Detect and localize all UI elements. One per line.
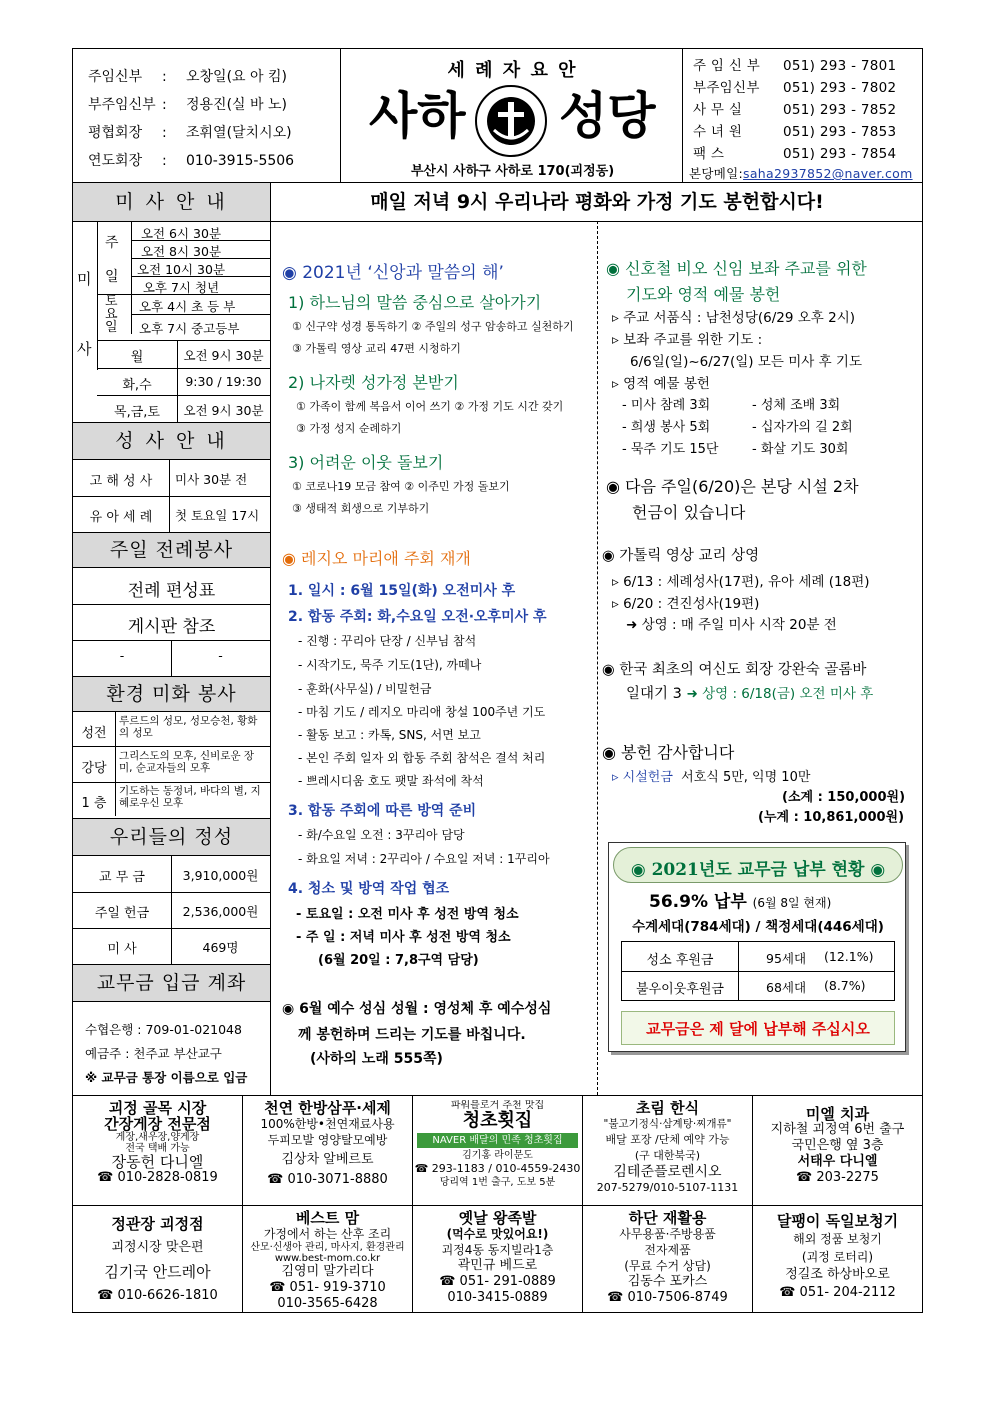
- next-sunday-title-2: 헌금이 있습니다: [632, 503, 746, 522]
- bishop-line: ▹ 주교 서품식 : 남천성당(6/29 오후 2시): [612, 310, 856, 326]
- mass-label-mi: 미: [77, 270, 92, 288]
- weekday-time: 오전 9시 30분: [183, 348, 264, 363]
- gift-item: - 묵주 기도 15단: [622, 442, 719, 457]
- header-subtitle: 세 례 자 요 안: [447, 60, 578, 81]
- status-row-count: 95세대: [766, 951, 807, 966]
- liturgy-dash: -: [119, 648, 125, 663]
- mass-table: [73, 222, 270, 422]
- thanks-title: ◉ 봉헌 감사합니다: [602, 743, 735, 762]
- account-holder: 예금주 : 천주교 부산교구: [85, 1046, 222, 1061]
- account-bank: 수협은행 : 709-01-021048: [85, 1022, 242, 1037]
- status-note: 교무금은 제 달에 납부해 주십시오: [646, 1020, 870, 1038]
- sunday-mass-time: 오후 7시 청년: [142, 280, 220, 295]
- environment-table: [73, 712, 270, 816]
- legio-item-2: 2. 합동 주회: 화,수요일 오전·오후미사 후: [288, 609, 547, 625]
- legio-detail: - 시작기도, 묵주 기도(1단), 까떼나: [298, 658, 482, 672]
- weekday-label: 목,금,토: [114, 405, 160, 420]
- goal2-line2: ③ 가정 성지 순례하기: [296, 422, 402, 435]
- header-title-saha: 사하: [369, 87, 466, 145]
- legio-detail: - 본인 주회 일자 외 합동 주회 참석은 결석 처리: [298, 751, 546, 765]
- sacrament-value: 미사 30분 전: [175, 472, 248, 487]
- goal3-title: 3) 어려운 이웃 돌보기: [288, 453, 444, 472]
- bishop-title-2: 기도와 영적 예물 봉헌: [626, 285, 781, 304]
- gift-item: - 희생 봉사 5회: [622, 420, 711, 435]
- goal1-line1: ① 신구약 성경 통독하기 ② 주일의 성구 암송하고 실천하기: [292, 320, 574, 333]
- goal1-line2: ③ 가톨릭 영상 교리 47편 시청하기: [292, 342, 461, 355]
- legio-detail: - 주 일 : 저녁 미사 후 성전 방역 청소: [296, 930, 511, 945]
- staff-row-pastor: 주임신부 : 오창일(요 아 킴): [88, 69, 287, 85]
- goal2-line1: ① 가족이 함께 복음서 이어 쓰기 ② 가정 기도 시간 갖기: [296, 400, 564, 413]
- sunday-label-1: 주: [105, 235, 119, 251]
- environment-desc: 기도하는 동정녀, 바다의 별, 지혜로우신 모후: [119, 785, 261, 809]
- contact-row: 주 임 신 부 051) 293 - 7801: [693, 58, 897, 74]
- status-row-name: 성소 후원금: [646, 953, 714, 968]
- offering-name: 미 사: [107, 942, 137, 957]
- offering-title: 우리들의 정성: [73, 818, 270, 856]
- legio-detail: - 진행 : 꾸리아 단장 / 신부님 참석: [298, 634, 477, 648]
- header-staff: [72, 48, 340, 182]
- offering-table: [73, 856, 270, 964]
- legio-detail: - 화요일 저녁 : 2꾸리아 / 수요일 저녁 : 1꾸리아: [298, 852, 550, 866]
- ad-dental-clinic: 미엘 치과 지하철 괴정역 6번 출구 국민은행 옆 3층 서태우 다니엘 ☎ 203-2275: [770, 1106, 905, 1185]
- staff-row-council: 평협회장 : 조휘열(달치시오): [88, 125, 292, 141]
- contact-row: 팩 스 051) 293 - 7854: [693, 146, 897, 162]
- june-line2: 께 봉헌하며 드리는 기도를 바칩니다.: [298, 1027, 526, 1043]
- environment-place: 성전: [81, 726, 107, 741]
- legio-detail: - 훈화(사무실) / 비밀헌금: [298, 682, 432, 696]
- church-logo: [474, 84, 548, 158]
- saturday-label-3: 일: [105, 320, 118, 335]
- bishop-line: 6/6일(일)~6/27(일) 모든 미사 후 기도: [630, 354, 862, 370]
- status-households: 수계세대(784세대) / 책정세대(446세대): [632, 919, 884, 935]
- header-address: 부산시 사하구 사하로 170(괴정동): [410, 164, 615, 179]
- liturgy-row: 전례 편성표: [127, 581, 216, 601]
- ad-sashimi-restaurant: 파워블로거 추천 맛집 청초횟집 NAVER 배달의 민족 청초횟집 김기홍 라이문도 ☎ 293-1183 / 010-4559-2430 당리역 1번 출구, 도보 5분: [414, 1100, 581, 1188]
- legio-item-3: 3. 합동 주회에 따른 방역 준비: [288, 803, 477, 819]
- contribution-status-box: [608, 842, 906, 1052]
- offering-value: 469명: [202, 940, 239, 955]
- header-title-church: 성당: [559, 87, 656, 145]
- contact-email-row: 본당메일:saha2937852@naver.com: [689, 166, 913, 181]
- ad-ginseng-store: 정관장 괴정점 괴정시장 맞은편 김기국 안드레아 ☎ 010-6626-1810: [97, 1215, 218, 1303]
- legio-detail: (6월 20일 : 7,8구역 담당): [318, 953, 479, 968]
- legio-item-4: 4. 청소 및 방역 작업 협조: [288, 881, 450, 897]
- sacrament-value: 첫 토요일 17시: [175, 508, 260, 523]
- weekday-time: 9:30 / 19:30: [185, 374, 262, 389]
- legio-detail: - 활동 보고 : 카톡, SNS, 서면 보고: [298, 728, 481, 742]
- sacrament-table: [73, 460, 270, 532]
- saturday-label-1: 토: [105, 294, 118, 309]
- status-title: ◉ 2021년도 교무금 납부 현황 ◉: [630, 860, 886, 880]
- ad-pork-feet: 옛날 왕족발 (먹수로 맛있어요!) 괴정4동 동지빌라1층 곽민규 베드로 ☎ 051- 291-0889 010-3415-0889: [439, 1210, 556, 1305]
- offering-value: 2,536,000원: [182, 904, 259, 919]
- goal2-title: 2) 나자렛 성가정 본받기: [288, 373, 459, 392]
- saturday-label-2: 요: [105, 307, 118, 322]
- sacrament-name: 고 해 성 사: [89, 474, 153, 489]
- status-table: [621, 941, 895, 1001]
- environment-place: 강당: [81, 761, 107, 776]
- banner-prayer: 매일 저녁 9시 우리나라 평화와 가정 기도 봉헌합시다!: [370, 191, 824, 213]
- environment-desc: 그리스도의 모후, 신비로운 장미, 순교자들의 모후: [119, 750, 255, 774]
- mass-label-sa: 사: [77, 340, 92, 358]
- gift-item: - 미사 참례 3회: [622, 398, 711, 413]
- sunday-mass-time: 오전 6시 30분: [140, 226, 222, 241]
- film-title: ◉ 한국 최초의 여신도 회장 강완숙 골롬바: [602, 662, 867, 678]
- liturgy-row: 게시판 참조: [127, 617, 216, 637]
- legio-detail: - 토요일 : 오전 미사 후 성전 방역 청소: [296, 907, 519, 922]
- sacrament-title: 성 사 안 내: [73, 422, 270, 460]
- account-note: ※ 교무금 통장 이름으로 입금: [85, 1070, 248, 1085]
- status-percent: 56.9% 납부 (6월 8일 현재): [649, 892, 832, 912]
- offering-name: 교 무 금: [99, 870, 145, 885]
- year-title: ◉ 2021년 ‘신앙과 말씀의 해’: [282, 263, 504, 283]
- saturday-mass-time: 오후 4시 초 등 부: [139, 299, 236, 314]
- ad-hearing-aid: 달팽이 독일보청기 해외 정품 보청기 (괴정 로터리) 정길조 하상바오로 ☎ 051- 204-2112: [776, 1212, 899, 1300]
- ad-postpartum-care: 베스트 맘 가정에서 하는 산후 조리 산모·신생아 관리, 마사지, 환경관리 www.best-mom.co.kr 김영미 말가리다 ☎ 051- 919-3710 010-3565-6428: [250, 1210, 405, 1311]
- sunday-label-2: 일: [105, 269, 119, 285]
- saturday-mass-time: 오후 7시 중고등부: [139, 321, 240, 336]
- environment-place: 1 층: [81, 796, 107, 811]
- status-row-pct: (8.7%): [824, 978, 866, 993]
- contact-row: 수 녀 원 051) 293 - 7853: [693, 124, 897, 140]
- legio-detail: - 화/수요일 오전 : 3꾸리아 담당: [298, 828, 465, 842]
- environment-desc: 루르드의 성모, 성모승천, 황화의 성모: [119, 715, 258, 739]
- account-title: 교무금 입금 계좌: [73, 964, 270, 1002]
- environment-title: 환경 미화 봉사: [73, 676, 270, 712]
- bishop-line: ▹ 영적 예물 봉헌: [612, 376, 710, 392]
- legio-detail: - 마침 기도 / 레지오 마리애 창설 100주년 기도: [298, 705, 546, 719]
- bishop-title: ◉ 신호철 비오 신임 보좌 주교를 위한: [606, 259, 867, 278]
- staff-row-assistant: 부주임신부 : 정용진(실 바 노): [88, 97, 287, 113]
- weekday-label: 월: [130, 350, 144, 365]
- bishop-line: ▹ 보좌 주교를 위한 기도 :: [612, 332, 763, 348]
- staff-row-yeondo: 연도회장 : 010-3915-5506: [88, 153, 295, 169]
- status-row-count: 68세대: [766, 980, 807, 995]
- liturgy-table: [73, 568, 270, 676]
- offering-value: 3,910,000원: [182, 868, 259, 883]
- account-box: [73, 1002, 270, 1094]
- header-title: [340, 48, 683, 182]
- email-link[interactable]: saha2937852@naver.com: [743, 166, 913, 181]
- status-row-name: 불우이웃후원금: [636, 982, 724, 997]
- video-line: ▹ 6/20 : 견진성사(19편): [612, 596, 760, 612]
- film-title-2: 일대기 3 ➜ 상영 : 6/18(금) 오전 미사 후: [626, 686, 874, 702]
- ad-herbal-shampoo: 천연 한방삼푸·세제 100%한방•천연재료사용 두피모발 영양탈모예방 김상차 알베르토 ☎ 010-3071-8880: [260, 1100, 395, 1187]
- liturgy-dash: -: [218, 648, 223, 663]
- video-title: ◉ 가톨릭 영상 교리 상영: [602, 548, 760, 564]
- thanks-line: ▹ 시설헌금 서호식 5만, 익명 10만: [612, 770, 811, 785]
- gift-item: - 화살 기도 30회: [752, 442, 849, 457]
- ad-recycling: 하단 재활용 사무용품·주방용품 전자제품 (무료 수거 상담) 김동수 포카스 ☎ 010-7506-8749: [607, 1210, 728, 1305]
- sacrament-name: 유 아 세 례: [89, 510, 153, 525]
- status-row-pct: (12.1%): [824, 949, 874, 964]
- video-line: ▹ 6/13 : 세례성사(17편), 유아 세례 (18편): [612, 574, 870, 590]
- thanks-total: (누계 : 10,861,000원): [758, 810, 905, 825]
- gift-item: - 성체 조배 3회: [752, 398, 841, 413]
- video-line: ➜ 상영 : 매 주일 미사 시작 20분 전: [626, 617, 837, 633]
- weekday-time: 오전 9시 30분: [183, 403, 264, 418]
- legio-detail: - 쁘레시디움 호도 팻말 좌석에 착석: [298, 774, 484, 788]
- sunday-mass-time: 오전 10시 30분: [136, 262, 226, 277]
- ad-crab-shop: 괴정 골목 시장 간장게장 전문점 게장,새우장,양게장 전국 택배 가능 장동헌 다니엘 ☎ 010-2828-0819: [97, 1100, 218, 1185]
- gift-item: - 십자가의 길 2회: [752, 420, 853, 435]
- june-line3: (사하의 노래 555쪽): [310, 1051, 443, 1067]
- next-sunday-title: ◉ 다음 주일(6/20)은 본당 시설 2차: [606, 477, 859, 496]
- sunday-mass-time: 오전 8시 30분: [140, 244, 222, 259]
- contact-row: 부주임신부 051) 293 - 7802: [693, 80, 897, 96]
- thanks-subtotal: (소계 : 150,000원): [782, 790, 906, 805]
- june-title: ◉ 6월 예수 성심 성월 : 영성체 후 예수성심: [282, 1001, 552, 1017]
- header-contacts: [683, 48, 923, 182]
- goal3-line2: ③ 생태적 회생으로 기부하기: [292, 502, 430, 515]
- offering-name: 주일 헌금: [94, 906, 150, 921]
- legio-item-1: 1. 일시 : 6월 15일(화) 오전미사 후: [288, 583, 516, 599]
- status-note-box: [621, 1011, 895, 1045]
- mass-title: 미 사 안 내: [73, 182, 270, 222]
- legio-title: ◉ 레지오 마리애 주회 재개: [282, 549, 471, 568]
- contact-row: 사 무 실 051) 293 - 7852: [693, 102, 897, 118]
- ad-korean-restaurant: 초림 한식 "불고기정식·삼계탕·찌개류" 배달 포장 /단체 예약 가능 (구 대한북국) 김테준플로렌시오 207-5279/010-5107-1131: [596, 1100, 739, 1194]
- goal3-line1: ① 코로나19 모금 참여 ② 이주민 가정 돌보기: [292, 480, 510, 493]
- liturgy-title: 주일 전례봉사: [73, 532, 270, 568]
- goal1-title: 1) 하느님의 말씀 중심으로 살아가기: [288, 293, 542, 312]
- weekday-label: 화,수: [122, 378, 152, 393]
